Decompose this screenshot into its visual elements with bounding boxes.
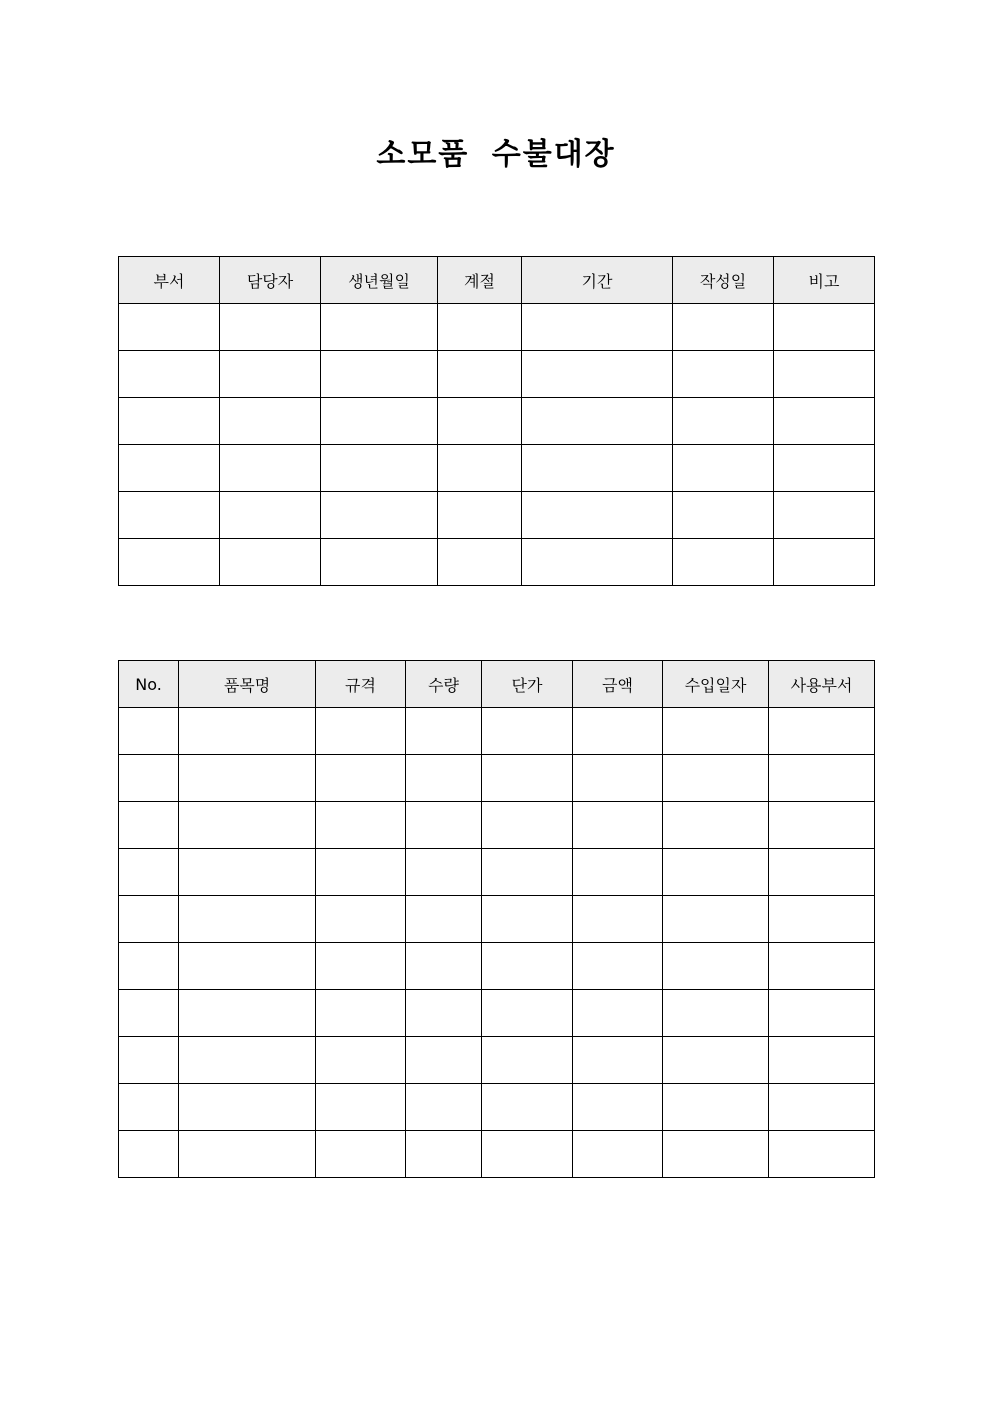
table-cell[interactable]	[406, 755, 482, 802]
table-row	[119, 943, 875, 990]
table-cell[interactable]	[316, 755, 406, 802]
document-title: 소모품 수불대장	[376, 137, 616, 172]
table-cell[interactable]	[573, 1084, 663, 1131]
table-cell[interactable]	[220, 445, 321, 492]
table-row	[119, 802, 875, 849]
table-cell[interactable]	[573, 943, 663, 990]
column-header-quantity: 수량	[406, 661, 482, 708]
table-cell[interactable]	[522, 445, 673, 492]
table-cell[interactable]	[573, 802, 663, 849]
table-cell[interactable]	[769, 708, 875, 755]
table-cell[interactable]	[774, 539, 875, 586]
table-cell[interactable]	[522, 351, 673, 398]
table-cell[interactable]	[522, 539, 673, 586]
table-row	[119, 990, 875, 1037]
table-row	[119, 539, 875, 586]
table-cell[interactable]	[220, 492, 321, 539]
table-cell[interactable]	[663, 708, 769, 755]
table-cell[interactable]	[220, 398, 321, 445]
table-cell[interactable]	[663, 1084, 769, 1131]
table-cell[interactable]	[482, 1037, 573, 1084]
table-cell[interactable]	[119, 398, 220, 445]
table-row	[119, 445, 875, 492]
column-header-using-department: 사용부서	[769, 661, 875, 708]
table-cell[interactable]	[119, 708, 179, 755]
table-cell[interactable]	[220, 539, 321, 586]
table-cell[interactable]	[673, 398, 774, 445]
column-header-receipt-date: 수입일자	[663, 661, 769, 708]
table-cell[interactable]	[406, 896, 482, 943]
table-cell[interactable]	[321, 304, 438, 351]
table-cell[interactable]	[663, 1131, 769, 1178]
table-cell[interactable]	[179, 1037, 316, 1084]
table-cell[interactable]	[119, 802, 179, 849]
table-cell[interactable]	[573, 1131, 663, 1178]
table-cell[interactable]	[406, 708, 482, 755]
column-header-amount: 금액	[573, 661, 663, 708]
table-cell[interactable]	[316, 990, 406, 1037]
table-cell[interactable]	[769, 1037, 875, 1084]
table-cell[interactable]	[321, 539, 438, 586]
table-cell[interactable]	[220, 304, 321, 351]
table-cell[interactable]	[769, 1131, 875, 1178]
table-cell[interactable]	[119, 896, 179, 943]
table-cell[interactable]	[316, 943, 406, 990]
table-cell[interactable]	[573, 990, 663, 1037]
table-cell[interactable]	[119, 351, 220, 398]
table-row	[119, 755, 875, 802]
table-cell[interactable]	[769, 943, 875, 990]
column-header-created-date: 작성일	[673, 257, 774, 304]
table-row	[119, 492, 875, 539]
table-cell[interactable]	[673, 539, 774, 586]
column-header-spec: 규격	[316, 661, 406, 708]
table-cell[interactable]	[119, 943, 179, 990]
table-row	[119, 1037, 875, 1084]
table-cell[interactable]	[482, 849, 573, 896]
table-row	[119, 1131, 875, 1178]
table-cell[interactable]	[522, 492, 673, 539]
table-cell[interactable]	[774, 304, 875, 351]
table-cell[interactable]	[573, 1037, 663, 1084]
table-cell[interactable]	[573, 849, 663, 896]
table-cell[interactable]	[438, 492, 522, 539]
column-header-remarks: 비고	[774, 257, 875, 304]
table-cell[interactable]	[774, 492, 875, 539]
table-cell[interactable]	[406, 943, 482, 990]
column-header-period: 기간	[522, 257, 673, 304]
table-cell[interactable]	[179, 755, 316, 802]
table-cell[interactable]	[673, 351, 774, 398]
table-cell[interactable]	[316, 802, 406, 849]
table-cell[interactable]	[482, 755, 573, 802]
table-cell[interactable]	[438, 351, 522, 398]
table-cell[interactable]	[316, 896, 406, 943]
table-cell[interactable]	[482, 896, 573, 943]
column-header-unit-price: 단가	[482, 661, 573, 708]
table-cell[interactable]	[316, 1037, 406, 1084]
table-cell[interactable]	[438, 398, 522, 445]
table-row	[119, 1084, 875, 1131]
table-cell[interactable]	[119, 849, 179, 896]
table-cell[interactable]	[663, 943, 769, 990]
table-cell[interactable]	[316, 1131, 406, 1178]
table-cell[interactable]	[406, 1037, 482, 1084]
table-cell[interactable]	[406, 990, 482, 1037]
table-cell[interactable]	[119, 1131, 179, 1178]
table-cell[interactable]	[769, 755, 875, 802]
table-cell[interactable]	[769, 802, 875, 849]
table-cell[interactable]	[119, 1084, 179, 1131]
header-row	[119, 661, 875, 708]
table-cell[interactable]	[321, 398, 438, 445]
column-header-birthdate: 생년월일	[321, 257, 438, 304]
table-cell[interactable]	[406, 1084, 482, 1131]
supply-ledger-table-body	[119, 708, 875, 1178]
table-cell[interactable]	[316, 1084, 406, 1131]
table-cell[interactable]	[663, 755, 769, 802]
table-cell[interactable]	[663, 990, 769, 1037]
table-cell[interactable]	[663, 802, 769, 849]
table-cell[interactable]	[663, 896, 769, 943]
table-cell[interactable]	[438, 304, 522, 351]
column-header-manager: 담당자	[220, 257, 321, 304]
table-cell[interactable]	[119, 304, 220, 351]
table-cell[interactable]	[482, 990, 573, 1037]
table-cell[interactable]	[573, 896, 663, 943]
table-row	[119, 849, 875, 896]
table-cell[interactable]	[769, 896, 875, 943]
table-row	[119, 398, 875, 445]
table-cell[interactable]	[119, 539, 220, 586]
table-cell[interactable]	[179, 849, 316, 896]
table-cell[interactable]	[406, 1131, 482, 1178]
table-cell[interactable]	[673, 304, 774, 351]
staff-info-table	[118, 256, 875, 586]
table-cell[interactable]	[119, 990, 179, 1037]
header-row	[119, 257, 875, 304]
table-cell[interactable]	[663, 849, 769, 896]
column-header-department: 부서	[119, 257, 220, 304]
table-cell[interactable]	[179, 896, 316, 943]
table-cell[interactable]	[321, 351, 438, 398]
table-cell[interactable]	[119, 755, 179, 802]
table-cell[interactable]	[316, 708, 406, 755]
table-cell[interactable]	[321, 492, 438, 539]
table-cell[interactable]	[522, 304, 673, 351]
table-cell[interactable]	[119, 1037, 179, 1084]
table-cell[interactable]	[522, 398, 673, 445]
table-row	[119, 896, 875, 943]
table-cell[interactable]	[482, 943, 573, 990]
table-cell[interactable]	[179, 1131, 316, 1178]
table-cell[interactable]	[316, 849, 406, 896]
table-cell[interactable]	[406, 849, 482, 896]
table-cell[interactable]	[673, 445, 774, 492]
table-cell[interactable]	[774, 445, 875, 492]
table-cell[interactable]	[673, 492, 774, 539]
table-cell[interactable]	[321, 445, 438, 492]
table-cell[interactable]	[573, 755, 663, 802]
table-cell[interactable]	[179, 708, 316, 755]
table-cell[interactable]	[179, 1084, 316, 1131]
table-row	[119, 708, 875, 755]
column-header-season: 계절	[438, 257, 522, 304]
table-cell[interactable]	[482, 708, 573, 755]
table-cell[interactable]	[438, 445, 522, 492]
table-cell[interactable]	[179, 802, 316, 849]
table-cell[interactable]	[220, 351, 321, 398]
table-cell[interactable]	[774, 398, 875, 445]
table-cell[interactable]	[406, 802, 482, 849]
table-cell[interactable]	[769, 1084, 875, 1131]
table-cell[interactable]	[179, 990, 316, 1037]
table-cell[interactable]	[663, 1037, 769, 1084]
table-cell[interactable]	[769, 990, 875, 1037]
table-row	[119, 351, 875, 398]
table-cell[interactable]	[482, 802, 573, 849]
column-header-no: No.	[119, 661, 179, 708]
table-cell[interactable]	[482, 1084, 573, 1131]
supply-ledger-table	[118, 660, 875, 1178]
column-header-item-name: 품목명	[179, 661, 316, 708]
table-cell[interactable]	[438, 539, 522, 586]
table-cell[interactable]	[119, 492, 220, 539]
table-cell[interactable]	[482, 1131, 573, 1178]
table-cell[interactable]	[573, 708, 663, 755]
staff-info-table-body	[119, 304, 875, 586]
table-row	[119, 304, 875, 351]
table-cell[interactable]	[119, 445, 220, 492]
table-cell[interactable]	[769, 849, 875, 896]
table-cell[interactable]	[179, 943, 316, 990]
table-cell[interactable]	[774, 351, 875, 398]
